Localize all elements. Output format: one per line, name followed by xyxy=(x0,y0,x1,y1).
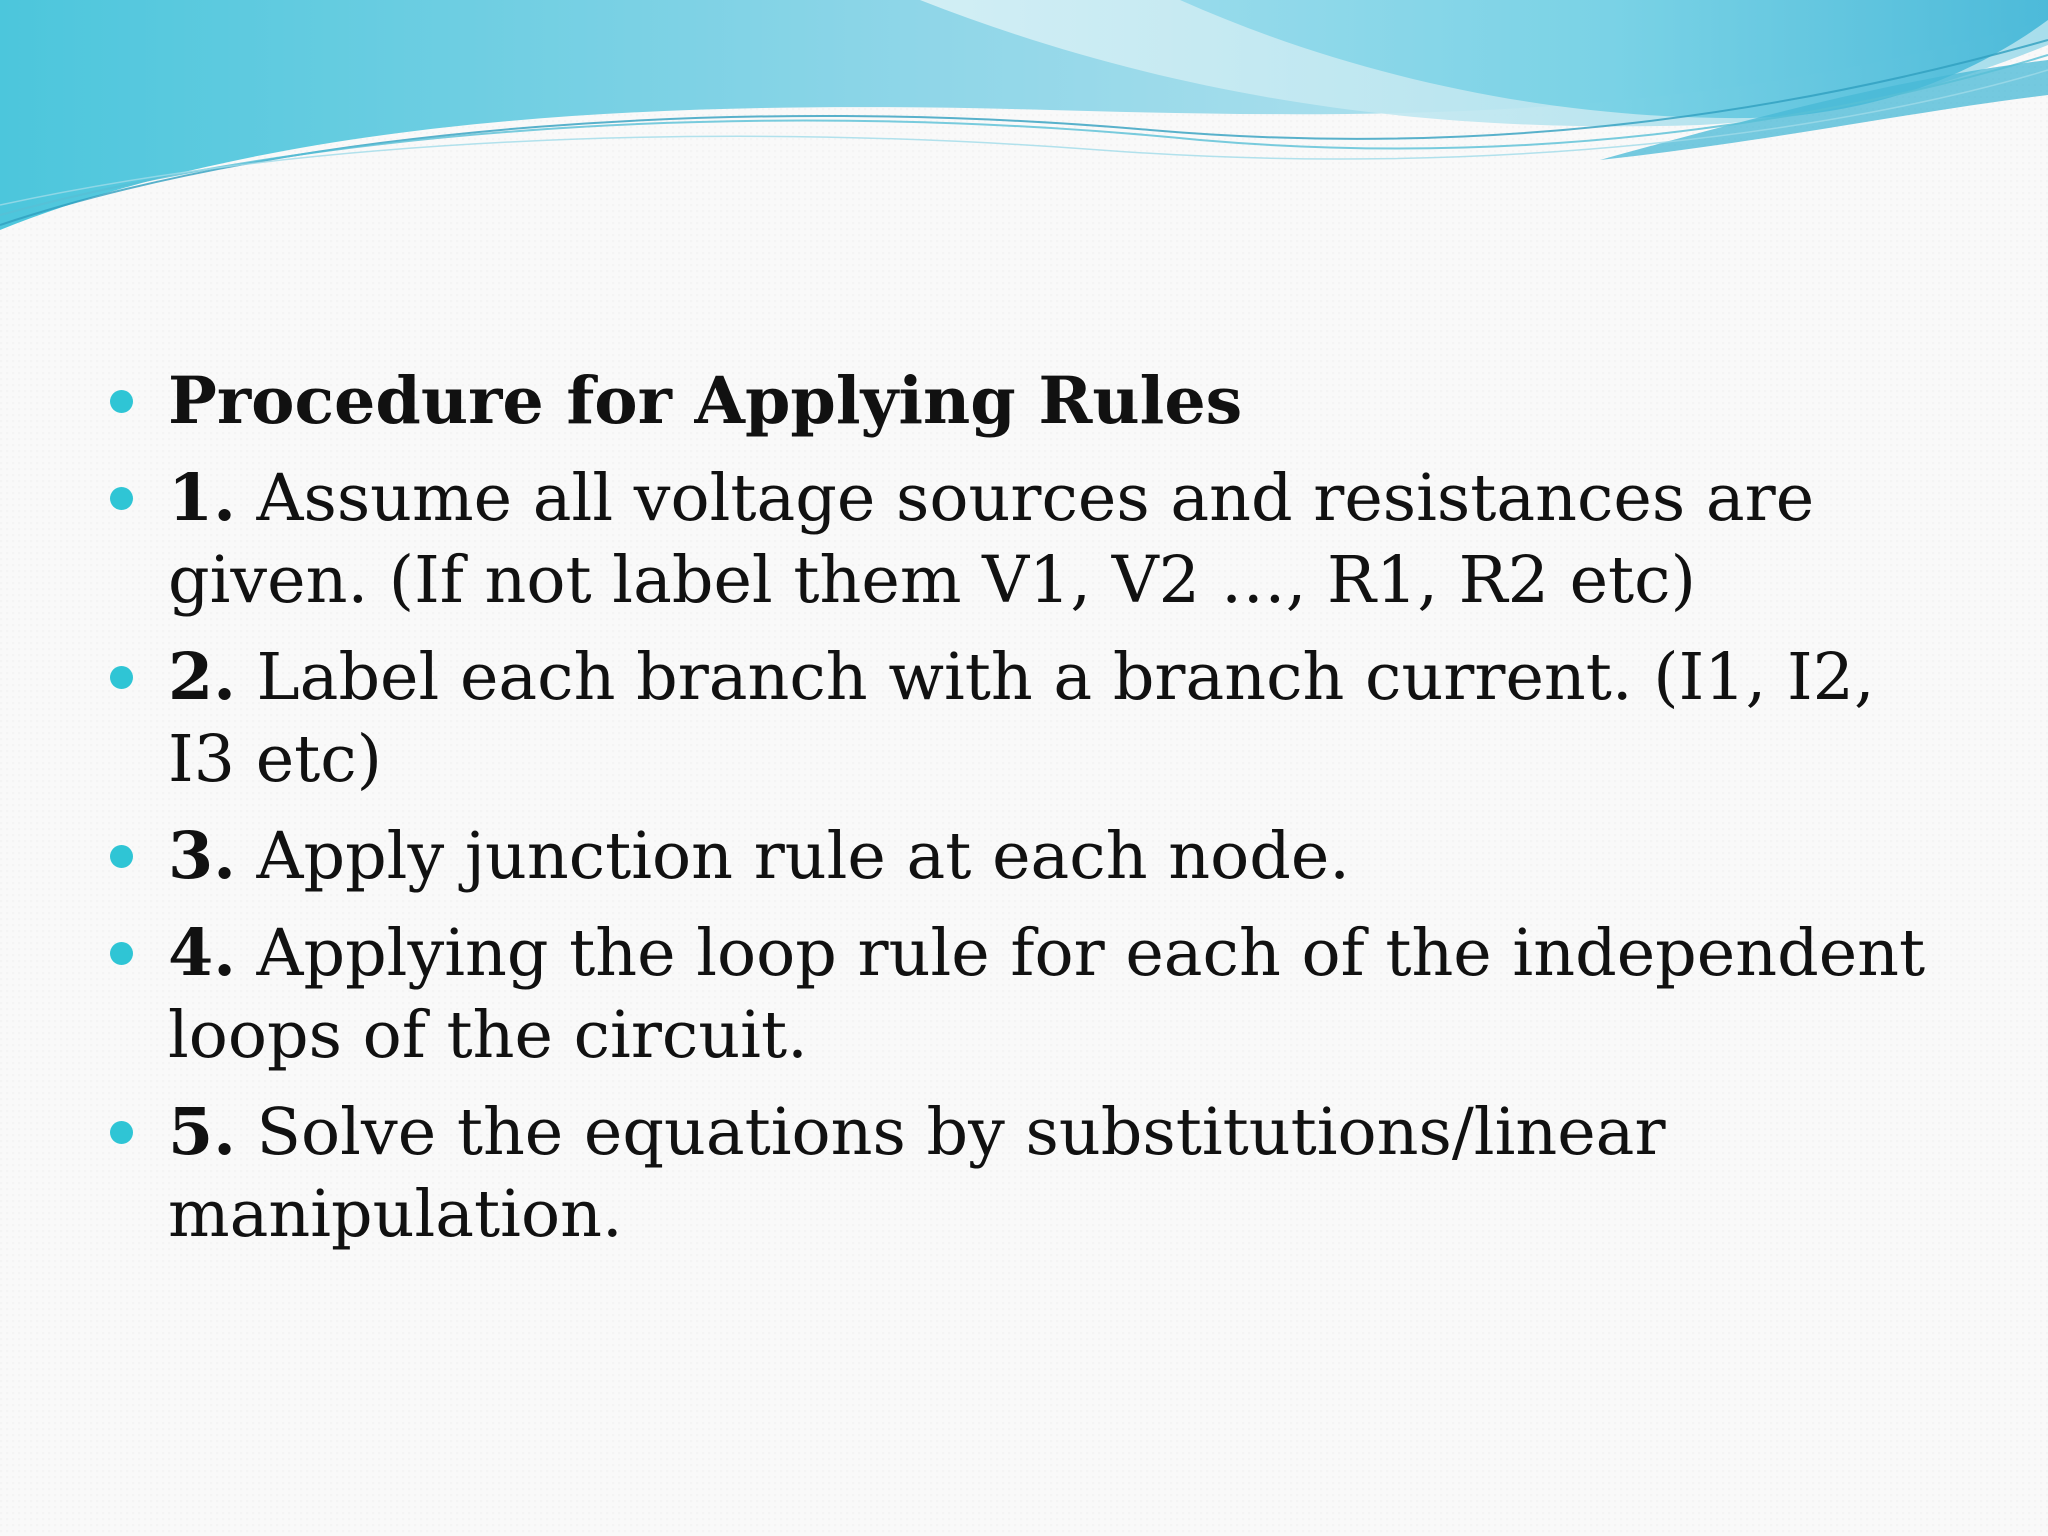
wave-header-decoration xyxy=(0,0,2048,240)
step-text: Applying the loop rule for each of the independent loops of the circuit. xyxy=(168,916,1926,1073)
bullet-dot-icon xyxy=(110,390,133,413)
step-number: 1. xyxy=(168,460,236,536)
step-text: Apply junction rule at each node. xyxy=(235,819,1350,894)
bullet-heading: Procedure for Applying Rules xyxy=(168,363,1243,439)
bullet-dot-icon xyxy=(110,1121,133,1144)
bullet-dot-icon xyxy=(110,487,133,510)
bullet-item xyxy=(110,912,1940,1077)
step-text: Assume all voltage sources and resistances are given. (If not label them V1, V2 …, R1, R2 etc) xyxy=(168,461,1815,618)
bullet-list xyxy=(110,360,1940,1270)
step-number: 5. xyxy=(168,1094,236,1170)
step-text: Solve the equations by substitutions/linear manipulation. xyxy=(168,1095,1666,1252)
step-number: 3. xyxy=(168,818,236,894)
step-number: 2. xyxy=(168,639,236,715)
bullet-item xyxy=(110,815,1940,898)
bullet-dot-icon xyxy=(110,666,133,689)
step-number: 4. xyxy=(168,915,236,991)
bullet-item xyxy=(110,457,1940,622)
bullet-item xyxy=(110,1091,1940,1256)
bullet-dot-icon xyxy=(110,845,133,868)
bullet-item xyxy=(110,636,1940,801)
bullet-item xyxy=(110,360,1940,443)
bullet-dot-icon xyxy=(110,942,133,965)
step-text: Label each branch with a branch current. (I1, I2, I3 etc) xyxy=(168,640,1875,797)
